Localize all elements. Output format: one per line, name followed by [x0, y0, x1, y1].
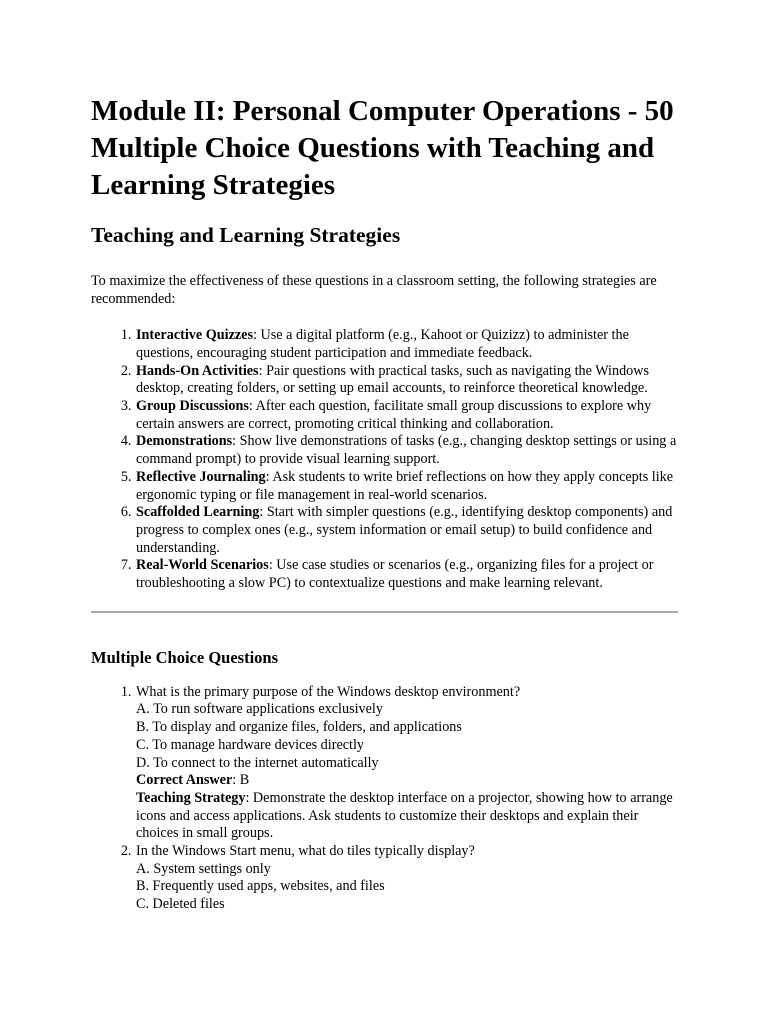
strategy-text: : Start with simpler questions (e.g., identifying desktop components) and progress to complex ones (e.g., system information or email setup) to build confidence and understanding.	[136, 504, 673, 556]
strategy-item	[135, 504, 681, 557]
section-divider	[91, 611, 678, 613]
teaching-strategy-label: Teaching Strategy	[136, 789, 246, 806]
question-text: 2. In the Windows Start menu, what do tiles typically display?	[136, 843, 475, 860]
strategy-text: : After each question, facilitate small group discussions to explore why certain answers are correct, promoting critical thinking and collaboration.	[136, 398, 652, 432]
strategy-item	[135, 557, 681, 592]
strategy-name: Demonstrations	[136, 433, 233, 450]
answer-option: A. System settings only	[136, 860, 271, 877]
correct-answer-label: Correct Answer	[136, 772, 233, 789]
strategy-item	[135, 363, 681, 398]
strategy-item	[135, 327, 681, 362]
strategy-text: : Use a digital platform (e.g., Kahoot or Quizizz) to administer the questions, encouraging student participation and immediate feedback.	[136, 327, 629, 361]
question-item	[135, 684, 681, 843]
strategy-name: Real-World Scenarios	[136, 557, 269, 574]
answer-option: B. To display and organize files, folders, and applications	[136, 719, 462, 736]
strategy-item	[135, 469, 681, 504]
answer-option: B. Frequently used apps, websites, and files	[136, 878, 385, 895]
teaching-strategy	[136, 790, 681, 843]
strategy-name: Hands-On Activities	[136, 362, 259, 379]
strategies-list	[91, 327, 681, 593]
answer-option: A. To run software applications exclusively	[136, 701, 383, 718]
strategy-text: : Show live demonstrations of tasks (e.g., changing desktop settings or using a command prompt) to provide visual learning support.	[136, 433, 677, 468]
document-title: Module II: Personal Computer Operations - 50 Multiple Choice Questions with Teaching and Learning Strategies	[91, 95, 674, 201]
strategy-name: Scaffolded Learning	[136, 504, 260, 521]
question-text: 1. What is the primary purpose of the Windows desktop environment?	[136, 683, 521, 700]
intro-paragraph: To maximize the effectiveness of these questions in a classroom setting, the following strategies are recommended:	[91, 273, 657, 307]
answer-option: D. To connect to the internet automatically	[136, 754, 379, 771]
strategy-name: Reflective Journaling	[136, 468, 266, 485]
answer-option: C. Deleted files	[136, 896, 225, 913]
strategy-text: : Ask students to write brief reflections on how they apply concepts like ergonomic typing or file management in real-world scenarios.	[136, 468, 674, 503]
questions-list	[91, 684, 681, 914]
mcq-heading: Multiple Choice Questions	[91, 647, 279, 667]
correct-answer	[136, 772, 681, 790]
strategy-name: Group Discussions	[136, 398, 249, 414]
strategy-text: : Use case studies or scenarios (e.g., organizing files for a project or troubleshooting a slow PC) to contextualize questions and make learning relevant.	[136, 557, 654, 592]
question-item	[135, 843, 681, 914]
teaching-strategy-text: : Demonstrate the desktop interface on a projector, showing how to arrange icons and access applications. Ask students to customize their desktops and explain their choices in small groups.	[136, 789, 673, 842]
correct-answer-value: : B	[232, 772, 250, 789]
strategies-heading: Teaching and Learning Strategies	[91, 223, 401, 247]
strategy-text: : Pair questions with practical tasks, such as navigating the Windows desktop, creating folders, or setting up email accounts, to reinforce theoretical knowledge.	[136, 362, 650, 397]
document-body	[91, 93, 681, 914]
strategy-item	[135, 433, 681, 468]
answer-option: C. To manage hardware devices directly	[136, 736, 365, 753]
strategy-item	[135, 398, 681, 433]
strategy-name: Interactive Quizzes	[136, 327, 254, 344]
